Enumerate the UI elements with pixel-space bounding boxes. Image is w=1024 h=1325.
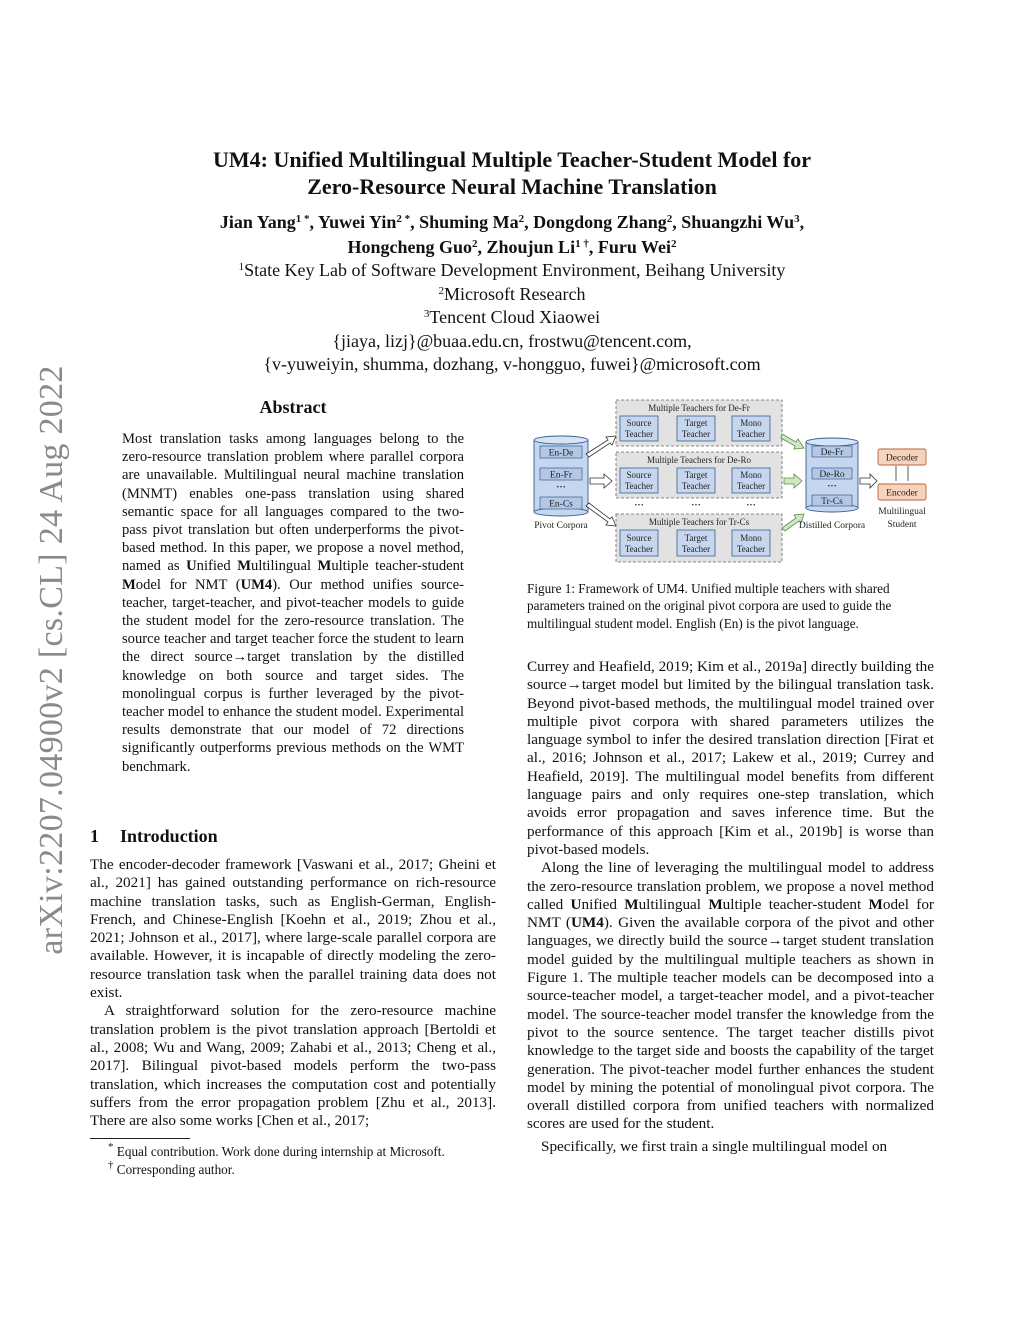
bold-letter: M [317,558,332,575]
paragraph: The encoder-decoder framework [Vaswani et al., 2017; Gheini et al., 2021] has gained outstanding performance on rich-resource machine translation tasks, such as English-German, English-French, and Chinese-English [Koehn et al., 2019; Zhou et al., 2021; Johnson et al., 2017], where large-scale parallel corpora are available. However, it is incapable of directly modeling the zero-resource translation task when the parallel training data does not exist. [90,856,496,1002]
encoder-label: Encoder [886,488,918,499]
paragraph-text: ). Given the available corpora of the pivot and other languages, we directly build the source→target student translation model guided by the multilingual multiple teachers as shown in Figure 1. The multiple teacher models can be decomposed into a source-teacher model, a target-teacher model, and a pivot-teacher model. The source-teacher model transfer the knowledge from the pivot to the source sentence. The target teacher distills pivot knowledge to the target side and boosts the capability of the target generation. The pivot-teacher model further enhances the student model by mining the potential of monolingual pivot corpora. The overall distilled corpora from unified teachers with normalized scores are used for the student. [527,914,934,1133]
pivot-item: ··· [556,483,566,493]
teacher-group-tr-cs [616,514,782,562]
paper-title [120,146,904,200]
distilled-item: ··· [827,482,837,492]
author-name: Zhoujun Li [486,237,576,257]
author-sup: 2 [666,213,673,225]
bold-letter: M [624,895,639,913]
dots: ··· [634,501,644,511]
affiliation-text: Tencent Cloud Xiaowei [429,307,601,327]
distilled-corpora-label: Distilled Corpora [798,521,866,531]
section-title: Introduction [120,826,218,846]
affiliation-num: 3 [423,308,430,320]
paragraph-text: Along the line of leveraging the multilingual model to address the zero-resource translation problem, we propose a novel method called [527,859,934,913]
student-label-2: Student [887,520,917,530]
email-line-2: {v-yuweiyin, shumma, dozhang, v-hongguo, fuwei}@microsoft.com [263,354,761,374]
affiliation-text: State Key Lab of Software Development Environment, Beihang University [244,260,786,280]
group-title: Multiple Teachers for Tr-Cs [648,517,750,527]
paragraph [527,859,934,1133]
author-name: Shuming Ma [419,212,519,232]
distilled-item: De-Ro [819,470,845,480]
email-line-1: {jiaya, lizj}@buaa.edu.cn, frostwu@tencent.com, [332,330,692,351]
paragraph-text: ultilingual [638,895,709,913]
title-line-2: Zero-Resource Neural Machine Translation [307,174,717,199]
author-name: Dongdong Zhang [533,212,667,232]
affiliation-1 [120,259,904,283]
dots: ··· [691,501,701,511]
teacher-label: Teacher [681,544,711,554]
bold-acronym: UM4 [240,576,273,593]
bold-acronym: UM4 [570,914,604,932]
abstract-text: ). Our method unifies source-teacher, target-teacher, and pivot-teacher models to guide the student model for the zero-resource translation. The source teacher and target teacher force the student to learn the direct source→target translation by the distilled knowledge on both source and target sides. The monolingual corpus is further leveraged by the pivot-teacher model to enhance the student model. Experimental results demonstrate that our model of 72 directions significantly outperforms previous methods on the WMT benchmark. [122,576,465,775]
teacher-group-de-ro [616,452,782,498]
author-sup: 2 * [396,213,411,225]
author-name: Shuangzhi Wu [681,212,795,232]
affiliations [120,259,904,377]
teacher-label: Target [684,418,708,428]
abstract-body [122,430,464,776]
pivot-corpora-label: Pivot Corpora [534,521,588,531]
bold-letter: U [570,895,582,913]
figure-um4-framework [524,396,936,568]
title-line-1: UM4: Unified Multilingual Multiple Teacher-Student Model for [212,147,812,172]
author-list [120,210,904,260]
author-sup: 2 [518,213,525,225]
distilled-corpora-cylinder [806,438,858,512]
footnote-rule [90,1138,190,1139]
author-name: Jian Yang [219,212,296,232]
author-name: Hongcheng Guo [347,237,473,257]
teacher-label: Teacher [736,481,766,491]
author-line-1: Jian Yang$^{1 *}$, Yuwei Yin$^{2 *}$, Shuming Ma$^2$, Dongdong Zhang$^2$, Shuangzhi Wu$^3$, [219,212,805,232]
paragraph-text: odel for NMT ( [527,895,934,932]
abstract-text: odel for NMT ( [135,576,241,593]
teacher-label: Teacher [624,429,654,439]
footnote-2 [108,1158,508,1179]
author-name: Yuwei Yin [317,212,397,232]
teacher-label: Target [684,470,708,480]
pivot-corpora-cylinder [534,436,588,516]
footnote-mark: † [108,1158,114,1171]
teacher-label: Teacher [736,429,766,439]
distilled-item: De-Fr [820,448,844,458]
group-title: Multiple Teachers for De-Ro [647,455,751,465]
abstract-text: nified [196,558,238,575]
bold-letter: M [237,558,252,575]
pivot-item: En-De [548,448,574,459]
abstract-text: ultilingual [251,558,318,575]
teacher-label: Target [684,533,708,543]
paragraph: A straightforward solution for the zero-resource machine translation problem is the pivot translation approach [Bertoldi et al., 2008; Wu and Wang, 2009; Zahabi et al., 2013; Cheng et al., 2017]. Bilingual pivot-based models perform the two-pass translation, which increases the computation cost and potentially suffers from the error propagation problem [Zhu et al., 2013]. There are also some works [Chen et al., 2017; [90,1002,496,1130]
teacher-label: Teacher [624,481,654,491]
teacher-label: Teacher [736,544,766,554]
teacher-label: Mono [740,418,762,428]
footnote-text: Equal contribution. Work done during internship at Microsoft. [116,1144,445,1159]
decoder-label: Decoder [885,453,919,464]
author-sup: 3 [794,213,800,225]
paragraph: Specifically, we first train a single multilingual model on [541,1137,888,1155]
footnote-1 [108,1143,508,1161]
teacher-label: Mono [740,470,762,480]
author-sup: 2 [472,238,478,250]
right-column-body [527,658,934,1156]
teacher-label: Source [626,533,652,543]
teacher-label: Teacher [624,544,654,554]
figure-caption: Figure 1: Framework of UM4. Unified multiple teachers with shared parameters trained on the original pivot corpora are used to guide the multilingual student model. English (En) is the pivot language. [527,581,892,631]
author-name: Furu Wei [597,237,672,257]
bold-letter: M [868,895,883,913]
teacher-label: Source [626,418,652,428]
bold-letter: U [186,558,197,575]
author-sup: 2 [671,238,677,250]
arrow-teachers-to-distilled [781,434,804,531]
bold-letter: M [122,576,136,593]
arrow-pivot-to-teachers [586,436,616,526]
intro-body [90,856,496,1130]
distilled-item: Tr-Cs [821,497,843,507]
dots: ··· [746,501,756,511]
affiliation-text: Microsoft Research [444,283,586,304]
author-sup: 1 * [295,213,310,225]
arrow-distilled-to-student [860,474,877,488]
footnote-mark: * [108,1141,114,1153]
arxiv-stamp-text: arXiv:2207.04900v2 [cs.CL] 24 Aug 2022 [33,365,70,955]
student-label-1: Multilingual [878,507,926,517]
author-line-2: Hongcheng Guo$^2$, Zhoujun $Li^{1 \dagger}$, Furu Wei$^2$ [347,237,677,257]
footnote-text: Corresponding author. [116,1161,235,1177]
affiliation-num: 1 [238,261,245,273]
footnotes [108,1143,508,1178]
arxiv-stamp [22,350,82,970]
teacher-group-de-fr [616,400,782,446]
teacher-label: Teacher [681,429,711,439]
affiliation-2 [120,283,904,307]
paragraph: Currey and Heafield, 2019; Kim et al., 2019a] directly building the source→target model but limited by the bilingual translation task. Beyond pivot-based methods, the multilingual model trained over multiple pivot corpora with shared parameters utilizes the language symbol to infer the desired translation direction [Firat et al., 2016; Johnson et al., 2017; Lakew et al., 2019; Currey and Heafield, 2019]. The multilingual model benefits from different language pairs and only requires one-step translation, which avoids error propagation and saves inference time. But the performance of this approach [Kim et al., 2019b] is worse than pivot-based models. [527,658,934,858]
teacher-label: Mono [740,533,762,543]
bold-letter: M [708,895,723,913]
abstract-heading: Abstract [259,397,327,417]
abstract-text: Most translation tasks among languages belong to the zero-resource translation problem where parallel corpora are unavailable. Multilingual neural machine translation (MNMT) enables one-pass translation using shared semantic space for all languages compared to the two-pass pivot translation but often underperforms the pivot-based method. In this paper, we propose a novel method, named as [122,431,464,575]
paragraph-text: ultiple teacher-student [722,895,869,913]
pivot-item: En-Fr [549,470,573,481]
multilingual-student [878,449,926,530]
affiliation-num: 2 [438,284,445,297]
pivot-item: En-Cs [549,499,573,510]
group-title: Multiple Teachers for De-Fr [648,403,750,413]
section-number: 1 [90,826,99,846]
author-sup: 1 † [575,238,589,250]
teacher-label: Teacher [681,481,711,491]
paragraph-text: nified [581,895,625,913]
teacher-label: Source [626,470,652,480]
affiliation-3 [120,306,904,330]
section-heading-introduction [90,826,218,847]
abstract-text: ultiple teacher-student [331,558,464,575]
